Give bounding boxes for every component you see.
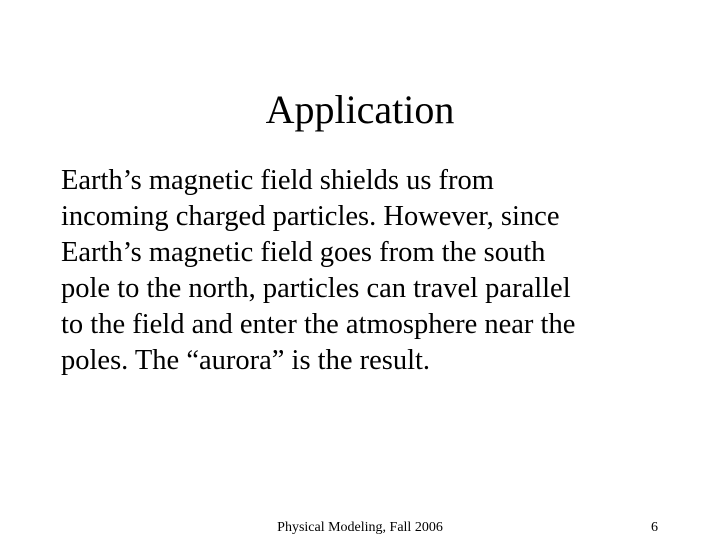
- body-line: pole to the north, particles can travel parallel: [61, 273, 571, 304]
- body-line: incoming charged particles. However, since: [61, 201, 560, 232]
- body-line: Earth’s magnetic field shields us from: [61, 165, 494, 196]
- page-number: 6: [651, 520, 658, 535]
- body-line: poles. The “aurora” is the result.: [61, 345, 431, 376]
- body-line: Earth’s magnetic field goes from the south: [61, 237, 546, 268]
- slide-body: [61, 163, 661, 379]
- body-line: to the field and enter the atmosphere near the: [61, 309, 576, 340]
- slide-title: Application: [265, 87, 455, 132]
- slide-footer: Physical Modeling, Fall 2006: [277, 520, 443, 535]
